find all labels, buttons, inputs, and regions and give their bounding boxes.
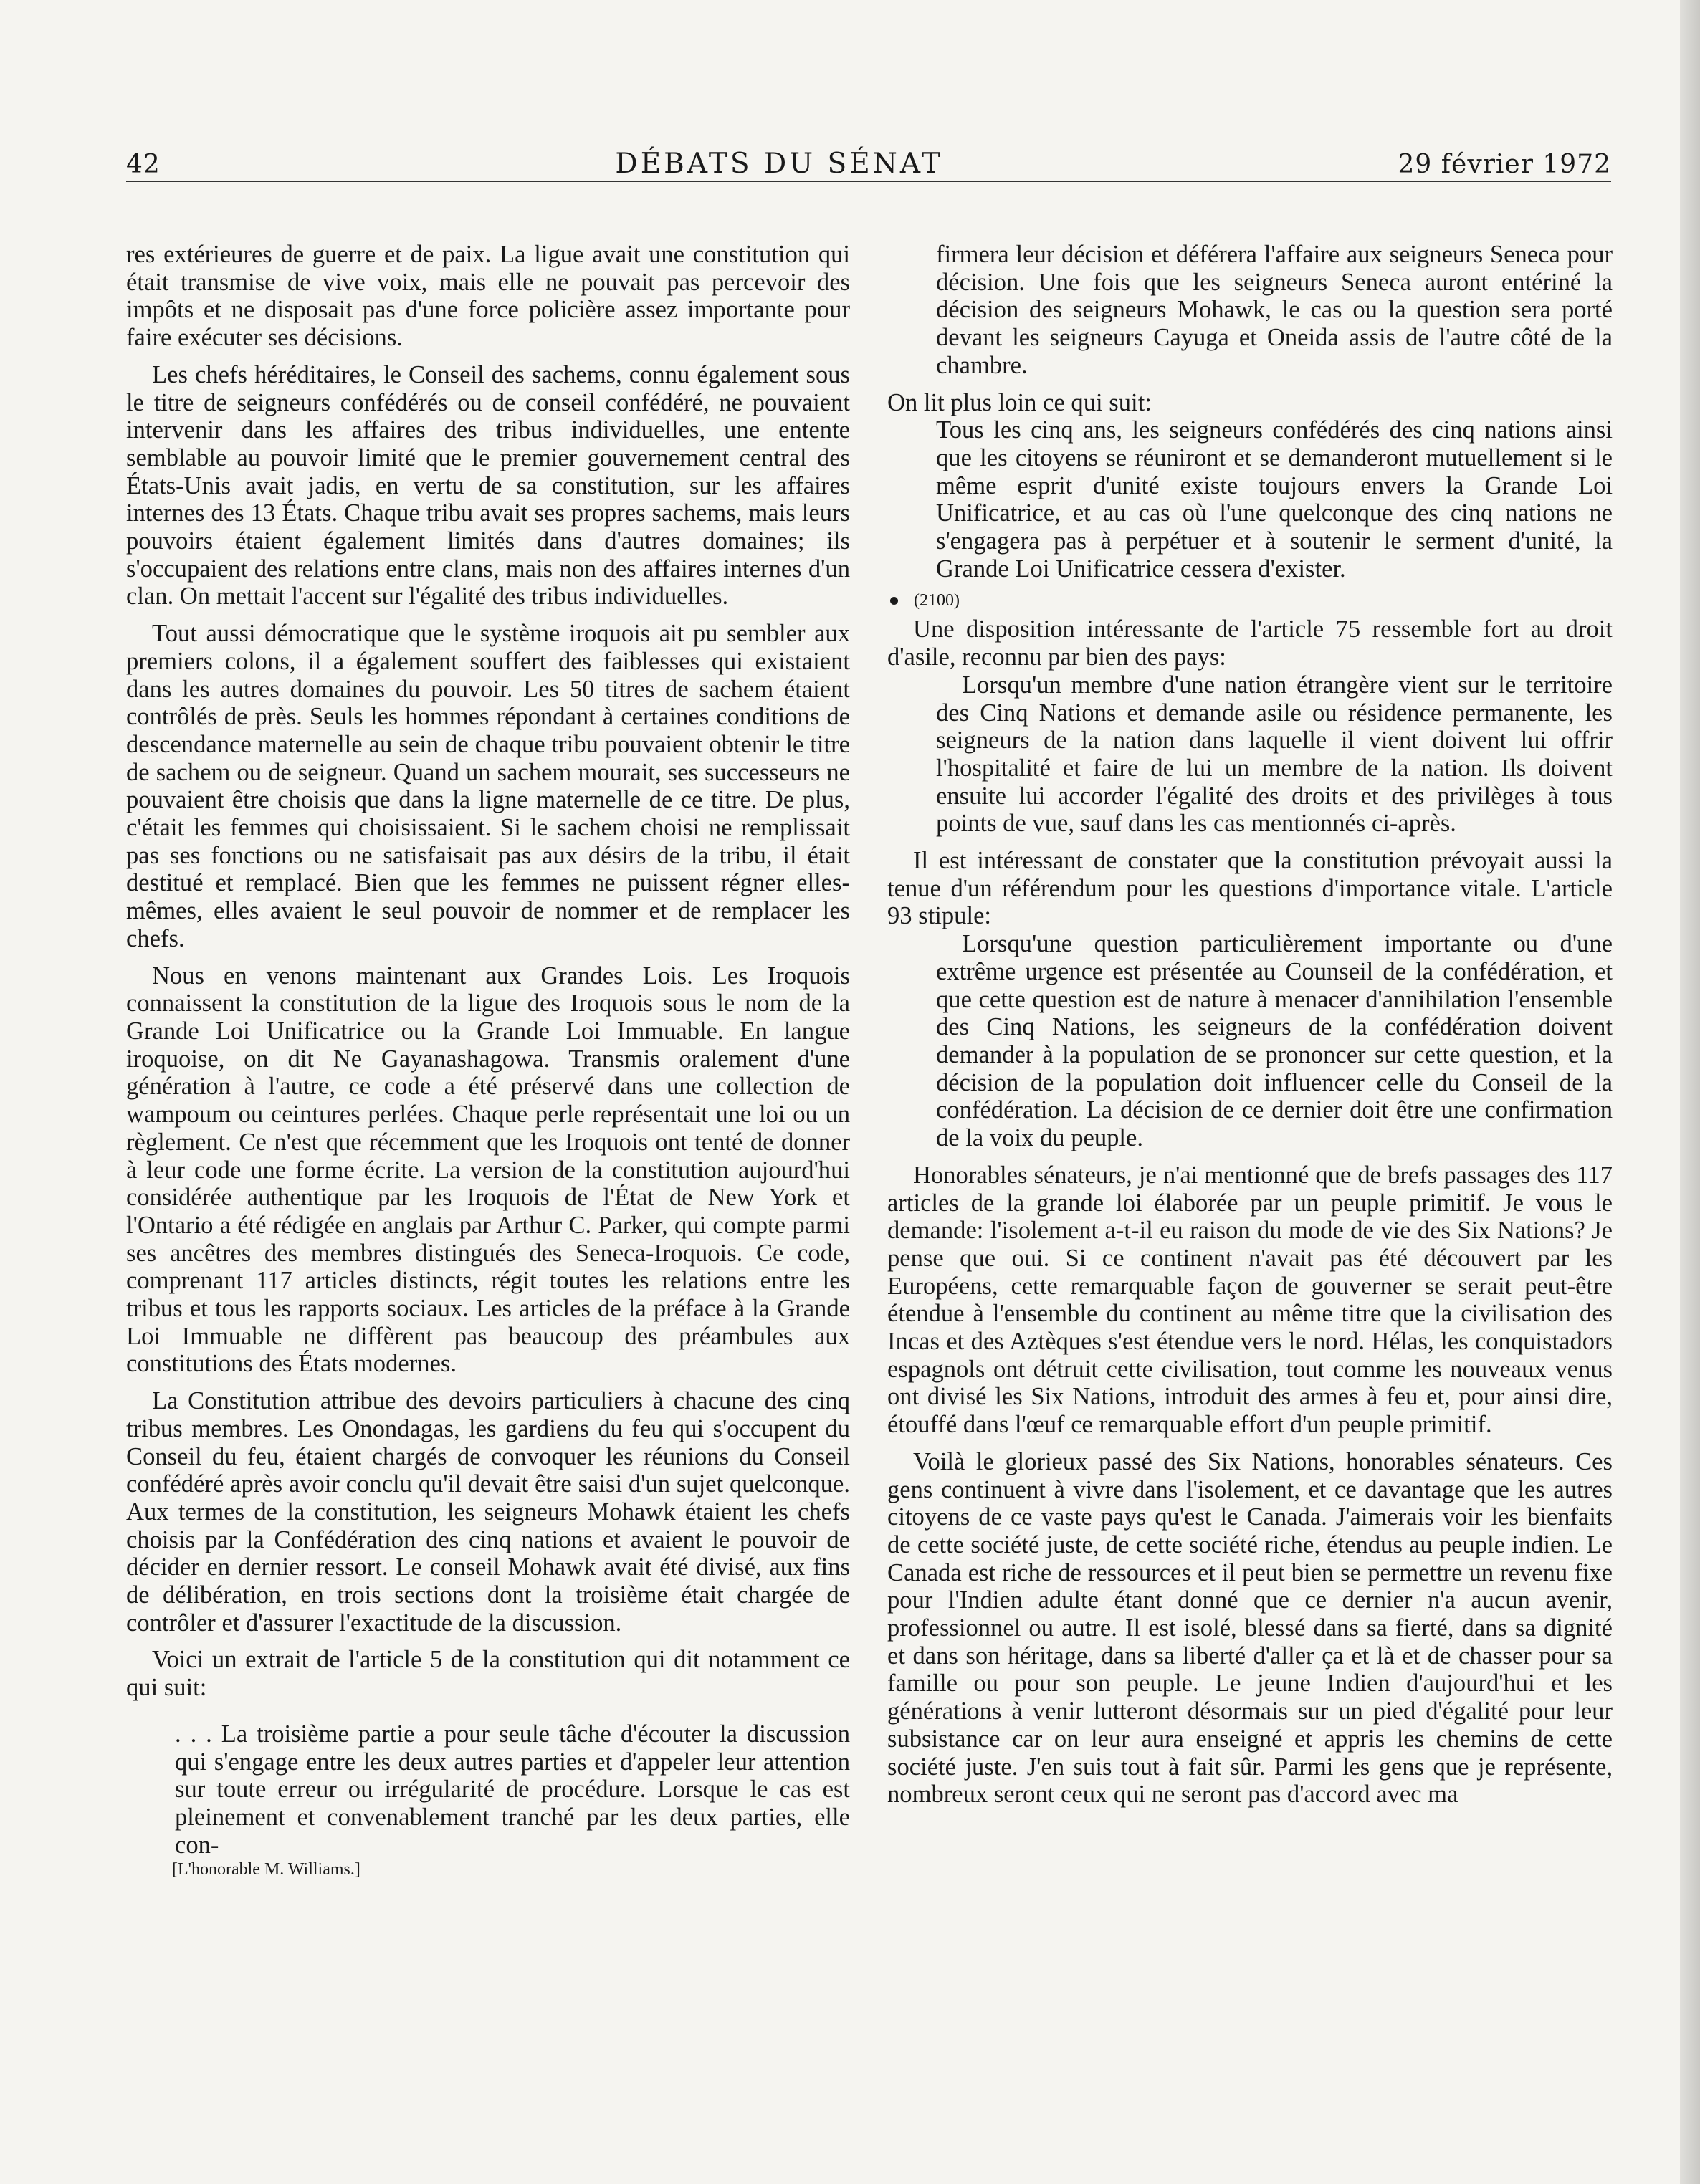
right-column xyxy=(887,241,1613,1809)
paragraph: Les chefs héréditaires, le Conseil des sachems, connu également sous le titre de seigneurs confédérés ou de conseil confédéré, ne pouvaient intervenir dans les affaires des tribus individuelles, une entente semblable au pouvoir limité que le premier gouvernement central des États-Unis avait jadis, en vertu de sa constitution, sur les affaires internes des 13 États. Chaque tribu avait ses propres sachems, mais leurs pouvoirs étaient également limités dans d'autres domaines; ils s'occupaient des relations entre clans, mais non des affaires internes d'un clan. On mettait l'accent sur l'égalité des tribus individuelles. xyxy=(126,360,850,610)
page-number: 42 xyxy=(126,150,161,179)
time-marker-text: (2100) xyxy=(914,591,960,610)
page-edge-shadow xyxy=(1680,0,1700,2184)
paragraph: Honorables sénateurs, je n'ai mentionné que de brefs passages des 117 articles de la grande loi élaborée par un peuple primitif. Je vous le demande: l'isolement a-t-il eu raison du mode de vie des Six Nations? Je pense que oui. Si ce continent n'avait pas été découvert par les Européens, cette remarquable façon de gouverner se serait peut-être étendue à l'ensemble du continent au même titre que la civilisation des Incas et des Aztèques s'est étendue vers le nord. Hélas, les conquistadors espagnols ont détruit cette civilisation, tout comme les nouveaux venus ont divisé les Six Nations, introduit des armes à feu et, pour ainsi dire, étouffé dans l'œuf ce remarquable effort d'un peuple primitif. xyxy=(887,1161,1613,1439)
block-quote: Lorsqu'une question particulièrement importante ou d'une extrême urgence est présentée au Counseil de la confédération, et que cette question est de nature à menacer d'annihilation l'ensemble des Cinq Nations, les seigneurs de la confédération doivent demander à la population de se prononcer sur cette question, et la décision de la population doit influencer celle du Conseil de la confédération. La décision de ce dernier doit être une confirmation de la voix du peuple. xyxy=(936,930,1613,1152)
paragraph: Nous en venons maintenant aux Grandes Lois. Les Iroquois connaissent la constitution de la ligue des Iroquois sous le nom de la Grande Loi Unificatrice ou la Grande Loi Immuable. En langue iroquoise, on dit Ne Gayanashagowa. Transmis oralement d'une génération à l'autre, ce code a été préservé dans une collection de wampoum ou ceintures perlées. Chaque perle représentait une loi ou un règlement. Ce n'est que récemment que les Iroquois ont tenté de donner à leur code une forme écrite. La version de la constitution aujourd'hui considérée authentique par les Iroquois de l'État de New York et l'Ontario a été rédigée en anglais par Arthur C. Parker, qui compte parmi ses ancêtres des membres distingués des Seneca-Iroquois. Ce code, comprenant 117 articles distincts, régit toutes les relations entre les tribus et tous les rapports sociaux. Les articles de la préface à la Grande Loi Immuable ne diffèrent pas beaucoup des préambules aux constitutions des États modernes. xyxy=(126,962,850,1378)
block-quote-continued: firmera leur décision et déférera l'affaire aux seigneurs Seneca pour décision. Une fois que les seigneurs Seneca auront entériné la décision des seigneurs Mohawk, le cas ou la question sera porté devant les seigneurs Cayuga et Oneida assis de l'autre côté de la chambre. xyxy=(936,241,1613,379)
paragraph: Il est intéressant de constater que la constitution prévoyait aussi la tenue d'un référendum pour les questions d'importance vitale. L'article 93 stipule: xyxy=(887,847,1613,930)
paragraph: Voici un extrait de l'article 5 de la constitution qui dit notamment ce qui suit: xyxy=(126,1646,850,1702)
header-rule xyxy=(126,181,1611,182)
paragraph: res extérieures de guerre et de paix. La ligue avait une constitution qui était transmise de vive voix, mais elle ne pouvait pas percevoir des impôts et ne disposait pas d'une force policière assez importante pour faire exécuter ses décisions. xyxy=(126,241,850,352)
speaker-attribution: [L'honorable M. Williams.] xyxy=(172,1860,360,1879)
bullet-icon xyxy=(890,597,898,605)
time-marker xyxy=(887,590,1613,611)
paragraph: Tout aussi démocratique que le système iroquois ait pu sembler aux premiers colons, il a également souffert des faiblesses qui existaient dans les autres domaines du pouvoir. Les 50 titres de sachem étaient contrôlés de près. Seuls les hommes répondant à certaines conditions de descendance maternelle au sein de chaque tribu pouvaient obtenir le titre de sachem ou de seigneur. Quand un sachem mourait, ses successeurs ne pouvaient être choisis que dans la ligne maternelle de ce titre. De plus, c'était les femmes qui choisissaient. Si le sachem choisi ne remplissait pas ses fonctions ou ne satisfaisait pas aux désirs de la tribu, il était destitué et remplacé. Bien que les femmes ne puissent régner elles-mêmes, elles avaient le seul pouvoir de nommer et de remplacer les chefs. xyxy=(126,620,850,952)
block-quote: Tous les cinq ans, les seigneurs confédérés des cinq nations ainsi que les citoyens se réuniront et se demanderont mutuellement si le même esprit d'unité existe toujours envers la Grande Loi Unificatrice, et au cas où l'une quelconque des cinq nations ne s'engagera pas à perpétuer et à soutenir le serment d'unité, la Grande Loi Unificatrice cessera d'exister. xyxy=(936,416,1613,583)
publication-date: 29 février 1972 xyxy=(1398,150,1611,179)
page-header xyxy=(126,148,1611,180)
paragraph: On lit plus loin ce qui suit: xyxy=(887,388,1152,416)
block-quote: Lorsqu'un membre d'une nation étrangère vient sur le territoire des Cinq Nations et demande asile ou résidence permanente, les seigneurs de la nation dans laquelle il vient doivent lui offrir l'hospitalité et faire de lui un membre de la nation. Ils doivent ensuite lui accorder l'égalité des droits et des privilèges à tous points de vue, sauf dans les cas mentionnés ci-après. xyxy=(936,671,1613,838)
paragraph: La Constitution attribue des devoirs particuliers à chacune des cinq tribus membres. Les Onondagas, les gardiens du feu qui s'occupent du Conseil du feu, étaient chargés de convoquer les réunions du Conseil confédéré après avoir conclu qu'il devait être saisi d'un sujet quelconque. Aux termes de la constitution, les seigneurs Mohawk étaient les chefs choisis par la Confédération des cinq nations et avaient le pouvoir de décider en dernier ressort. Le conseil Mohawk avait été divisé, aux fins de délibération, en trois sections dont la troisième était chargée de contrôler et d'assurer l'exactitude de la discussion. xyxy=(126,1387,850,1637)
left-column xyxy=(126,241,850,1880)
publication-title: DÉBATS DU SÉNAT xyxy=(615,148,943,180)
paragraph: Une disposition intéressante de l'article 75 ressemble fort au droit d'asile, reconnu par bien des pays: xyxy=(887,616,1613,671)
block-quote: . . . La troisième partie a pour seule tâche d'écouter la discussion qui s'engage entre les deux autres parties et d'appeler leur attention sur toute erreur ou irrégularité de procédure. Lorsque le cas est pleinement et convenablement tranché par les deux parties, elle con- xyxy=(175,1720,850,1859)
paragraph: Voilà le glorieux passé des Six Nations, honorables sénateurs. Ces gens continuent à vivre dans l'isolement, et ce davantage que les autres citoyens de ce vaste pays qu'est le Canada. J'aimerais voir les bienfaits de cette société juste, de cette société riche, étendus au peuple indien. Le Canada est riche de ressources et il peut bien se permettre un revenu fixe pour l'Indien adulte étant donné que ce dernier n'a aucun avenir, professionnel ou autre. Il est isolé, blessé dans sa fierté, dans sa dignité et dans son héritage, dans sa liberté d'aller ça et là et de chasser pour sa famille ou pour son peuple. Le jeune Indien d'aujourd'hui et les générations à venir lutteront désormais sur un pied d'égalité pour leur subsistance car on leur aura enseigné et appris les chemins de cette société juste. J'en suis tout à fait sûr. Parmi les gens que je représente, nombreux seront ceux qui ne seront pas d'accord avec ma xyxy=(887,1447,1613,1809)
